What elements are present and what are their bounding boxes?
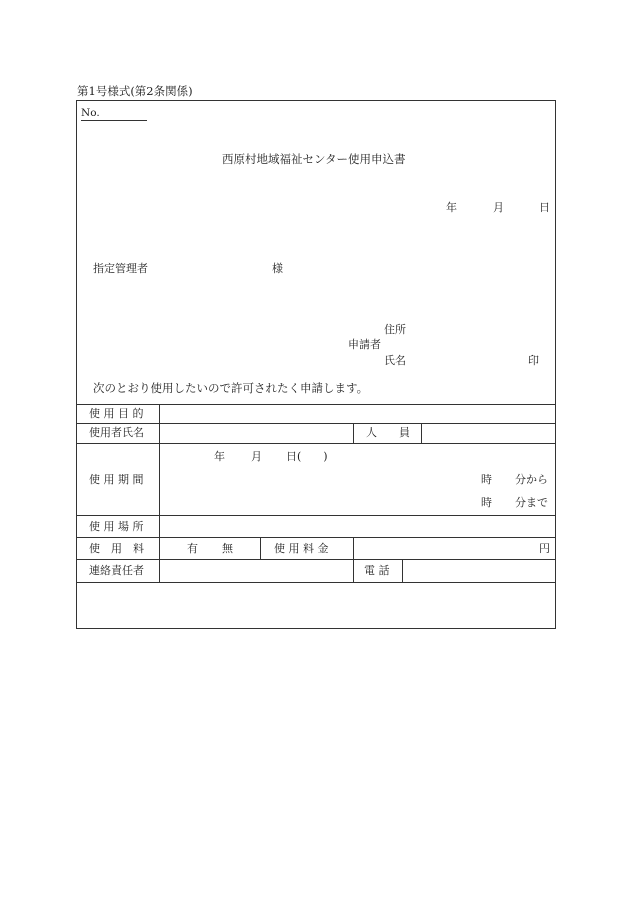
form-number-header: 第1号様式(第2条関係): [77, 84, 193, 98]
row-divider-6: [76, 582, 556, 583]
headcount-field[interactable]: [423, 424, 554, 442]
row-divider-5: [76, 559, 556, 560]
usage-location-field[interactable]: [161, 517, 554, 536]
applicant-label: 申請者: [348, 338, 381, 351]
document-number-field[interactable]: [81, 120, 147, 121]
fee-yes-option[interactable]: 有: [187, 542, 198, 555]
period-month-label: 月: [251, 450, 262, 463]
period-minute-to-label: 分まで: [515, 496, 548, 509]
fee-label: 使 用 料: [89, 542, 144, 555]
document-title: 西原村地域福祉センター使用申込書: [222, 152, 406, 166]
date-day-label: 日: [539, 201, 550, 214]
phone-field[interactable]: [404, 561, 554, 580]
purpose-field[interactable]: [161, 405, 554, 422]
applicant-address-label: 住所: [384, 323, 406, 336]
contact-person-field[interactable]: [161, 561, 351, 580]
row-divider-2: [76, 443, 556, 444]
user-name-label: 使用者氏名: [89, 426, 144, 439]
fee-amount-label: 使 用 料 金: [274, 542, 329, 555]
row-divider-3: [76, 515, 556, 516]
fee-divider-1: [260, 537, 261, 559]
period-minute-from-label: 分から: [515, 473, 548, 486]
remarks-area[interactable]: [78, 584, 554, 627]
addressee-label: 指定管理者: [93, 262, 148, 275]
fee-no-option[interactable]: 無: [222, 542, 233, 555]
fee-currency-label: 円: [539, 542, 550, 555]
phone-divider-left: [353, 559, 354, 582]
headcount-label: 人 員: [366, 426, 410, 439]
addressee-honorific: 様: [272, 262, 283, 275]
document-number-label: No.: [81, 107, 100, 119]
period-day-weekday-label: 日( ): [286, 450, 328, 463]
row-divider-4: [76, 537, 556, 538]
period-hour-from-label: 時: [481, 473, 492, 486]
headcount-divider-left: [353, 423, 354, 443]
usage-location-label: 使 用 場 所: [89, 520, 144, 533]
fee-divider-2: [353, 537, 354, 559]
period-hour-to-label: 時: [481, 496, 492, 509]
phone-label: 電 話: [364, 564, 390, 577]
seal-mark-label: 印: [528, 354, 539, 367]
usage-period-label: 使 用 期 間: [89, 473, 144, 486]
headcount-divider-right: [421, 423, 422, 443]
request-statement: 次のとおり使用したいので許可されたく申請します。: [93, 381, 369, 395]
phone-divider-right: [402, 559, 403, 582]
period-year-label: 年: [214, 450, 225, 463]
date-year-label: 年: [446, 201, 457, 214]
contact-person-label: 連絡責任者: [89, 564, 144, 577]
user-name-field[interactable]: [161, 424, 351, 442]
label-column-divider: [159, 404, 160, 582]
purpose-label: 使 用 目 的: [89, 407, 144, 420]
applicant-name-label: 氏名: [384, 354, 406, 367]
date-month-label: 月: [493, 201, 504, 214]
